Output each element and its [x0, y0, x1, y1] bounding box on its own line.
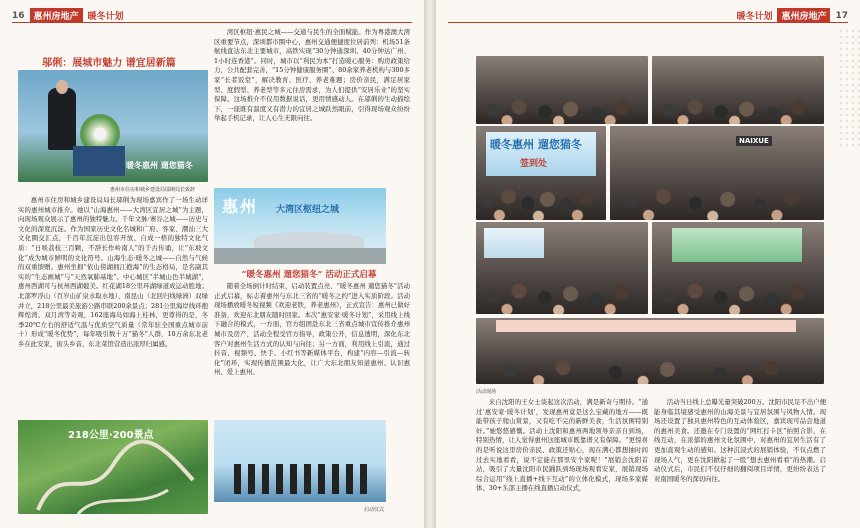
speaker-figure: [48, 88, 76, 150]
city-banner-sub: 大湾区枢纽之城: [276, 205, 340, 215]
crowd-photo-1: [476, 56, 648, 124]
airport-photo: [214, 188, 386, 264]
right-page: [436, 0, 860, 528]
decorative-dots: [838, 28, 860, 148]
book-gutter: [424, 0, 436, 528]
city-banner: 惠州: [222, 197, 259, 216]
subhead: “暖冬惠州 遛您猫冬” 活动正式启幕: [241, 270, 377, 280]
column-right-text: [654, 398, 826, 516]
ceremony-photo: [214, 420, 386, 502]
exhibition-photo-2: [652, 222, 824, 314]
store-sign: NAIXUE: [736, 136, 772, 146]
audience-photo: [476, 318, 824, 384]
mall-crowd-photo: [610, 126, 824, 220]
podium: [73, 146, 125, 176]
article-title: 邬俐：展城市魅力 谱宜居新篇: [42, 58, 176, 69]
photo4-caption: 启动仪式: [364, 507, 385, 513]
header-rule: [12, 22, 412, 23]
photo1-caption: 惠州市住房和城乡建设局邬俐局长致辞: [110, 187, 196, 193]
left-page: [0, 0, 424, 528]
crowd-photo-2: [652, 56, 824, 124]
officials-row: [234, 464, 370, 494]
column-left-text: [18, 196, 208, 418]
left-header: [12, 8, 124, 23]
display-board: [484, 228, 544, 258]
stage-banner: 暖冬惠州 遛您猫冬: [126, 161, 193, 170]
right-header: [736, 8, 848, 23]
column-right-text-2: [214, 282, 410, 416]
speaker-head: [56, 80, 68, 94]
page-number: 16: [12, 10, 25, 21]
tarmac: [214, 248, 386, 264]
terminal-building: [254, 232, 364, 248]
speaker-photo: [18, 70, 208, 182]
paragraph: 来自沈阳的王女士谈起这次活动，满是新奇与期待。“通过‘惠安家·暖冬计划’，发现惠州竟是这么宝藏的地方——既能带孩子爬山赏景，又有吃不完的新鲜美食，生活氛围特别好。”她悠悠感慨。活动上沈阳和惠州两地领导亲亲自到场，特别热情，让人觉得惠州这座城市既靠谱又有保障。“更惊喜的是听说这里房价亲民、政策还贴心，现在满心都想抽时间过去实地看看，说不定能在那里安个家呢！”展销会沈阳首站，吸引了大量沈阳市民踊跃到场现场观看安家，展销现场综合运用“线上直播+线下互动”的立体化模式，现场多家媒体、30+头部主播在线直播启动仪式，: [476, 398, 648, 493]
signin-banner: 签到处: [520, 159, 548, 169]
column-left-text: [476, 398, 648, 516]
column-right-text: [214, 28, 410, 184]
section-label: 暖冬计划: [736, 12, 773, 22]
road-photo: [18, 420, 208, 514]
paragraph: 湾区枢纽·惠民之城——交通与民生的全面赋能。作为粤港澳大湾区重要节点，深圳都市圈中心，惠州交通便捷度位居前列：机场51条航线直达东北主要城市，高铁实现“30分钟通深圳、40分钟达广州、1小时连香港”。同时，城市以“利民为本”打造暖心服务：购房政策给力，公共配套完善，“15分钟健康服务圈”、80余家养老机构与300多家“长者饭堂”，解决教育、医疗、养老难题；房价亲民，满足居家型、度假型、养老型等多元住房需求，为人们提供“安居乐业”的坚实保障。这场推介不仅用数据说话，更用情感动人。在邬俐的生动描绘下，一座既有温度又有潜力的宜居之城跃然眼前，引得现场观众纷纷举起手机记录，让人心生无限向往。: [214, 28, 410, 123]
event-strip-banner: [496, 320, 796, 332]
paragraph: 随着全场倒计时结束，启动装置点亮，“暖冬惠州 遛您猫冬”活动正式启幕，标志着惠州与东北三省的“暖冬之约”进入实质阶段。活动现场播放暖冬短视频《欢迎老铁，养老惠州》，正式宣告：惠州已做好准备，欢迎东北朋友随时回家。本次“惠安家·暖冬计划”，采用线上线下融合的模式，一方面，官方组团赴东北三省重点城市宣传推介惠州城市及房产，活动全程受官方指导，政策公开，信息透明，深化东北客户对惠州生活方式的认知与向往；另一方面，利用线上引流，通过抖音、视频号、快手、小红书等新媒体平台，构建“内容—引流—转化”闭环，实现传播范围最大化，让广大东北朋友知道惠州、认识惠州、爱上惠州。: [214, 282, 410, 377]
header-rule: [448, 22, 848, 23]
brand-label: 惠州房地产: [777, 8, 830, 23]
paragraph: 活动当日线上总曝光量突破200万。沈阳市民足不出户便能身临其境感受惠州的山海美景与宜居氛围与风物人情。现场还设置了独具惠州特色的互动体验区，嘉宾现可品尝地道的惠州美食。还邀在专门设置的“网红打卡区”拍照合影，在线互动，在浓郁的惠州文化氛围中，对惠州的宜居生活有了更加直观生动的感知。这种沉浸式的展销体验，不仅点燃了现场人气，更在沈阳掀起了一股“想去惠州看看”的热潮。启动仪式后，市民们不仅仔细的翻阅项目详情，更纷纷表达了对南国暖冬的深切向往。: [654, 398, 826, 483]
section-label: 暖冬计划: [87, 12, 124, 22]
exhibition-photo-1: [476, 222, 648, 314]
photo-caption: 活动现场: [476, 389, 497, 395]
event-banner: 暖冬惠州 遛您猫冬: [490, 138, 582, 151]
registration-photo: [476, 126, 606, 220]
screen-display: [672, 228, 802, 262]
page-number: 17: [835, 10, 848, 21]
paragraph: 惠州市住房和城乡建设局局长邬俐为现场嘉宾作了一场生动详实的惠州城市推介。她以“山海惠州——大湾区宜居之城”为主题，向现场观众展示了惠州的独特魅力。千年文脉·寨谷之城——历史与文化的深度沉淀。作为国家历史文化名城和广府、客家、潮汕三大文化圈交汇点，千百年沉淀出包容开放、自成一格的独特文化气质：“日啖荔枝三百颗，不辞长作岭南人”的千古传诵，让“东坡文化”成为城市鲜明的文化符号。山海生态·暖冬之城——自然与气候的双重馈赠。惠州坐拥“依山傍湖拥江抱海”的生态格局，是名副其实的“生态画城”与“天然氧肺基地”。中心城区“半城山色半城湖”，惠州西湖可与杭州西湖媲美。红花湖18公里环湖绿道成运动胜地；北部罗浮山（百岁山矿泉水取水地）、南昆山（北回归线绿洲）双绿并立，218公里最美旅游公路串联200余景点；281公里海岸线环抱辉煌湾、双月湾等奇观，162座海岛如海上桂林，更尊得的是，冬季20℃左右的舒适气温与优质空气质量（常年驻全国重点城市前十）形成“暖冬优势”，每年吸引数十万“猫冬”人群，10万余东北老乡在此安家，街头乡音、东北菜馆营造出浓厚归属感。: [18, 196, 208, 348]
brand-label: 惠州房地产: [30, 8, 83, 23]
road-photo-label: 218公里·200景点: [68, 430, 154, 441]
